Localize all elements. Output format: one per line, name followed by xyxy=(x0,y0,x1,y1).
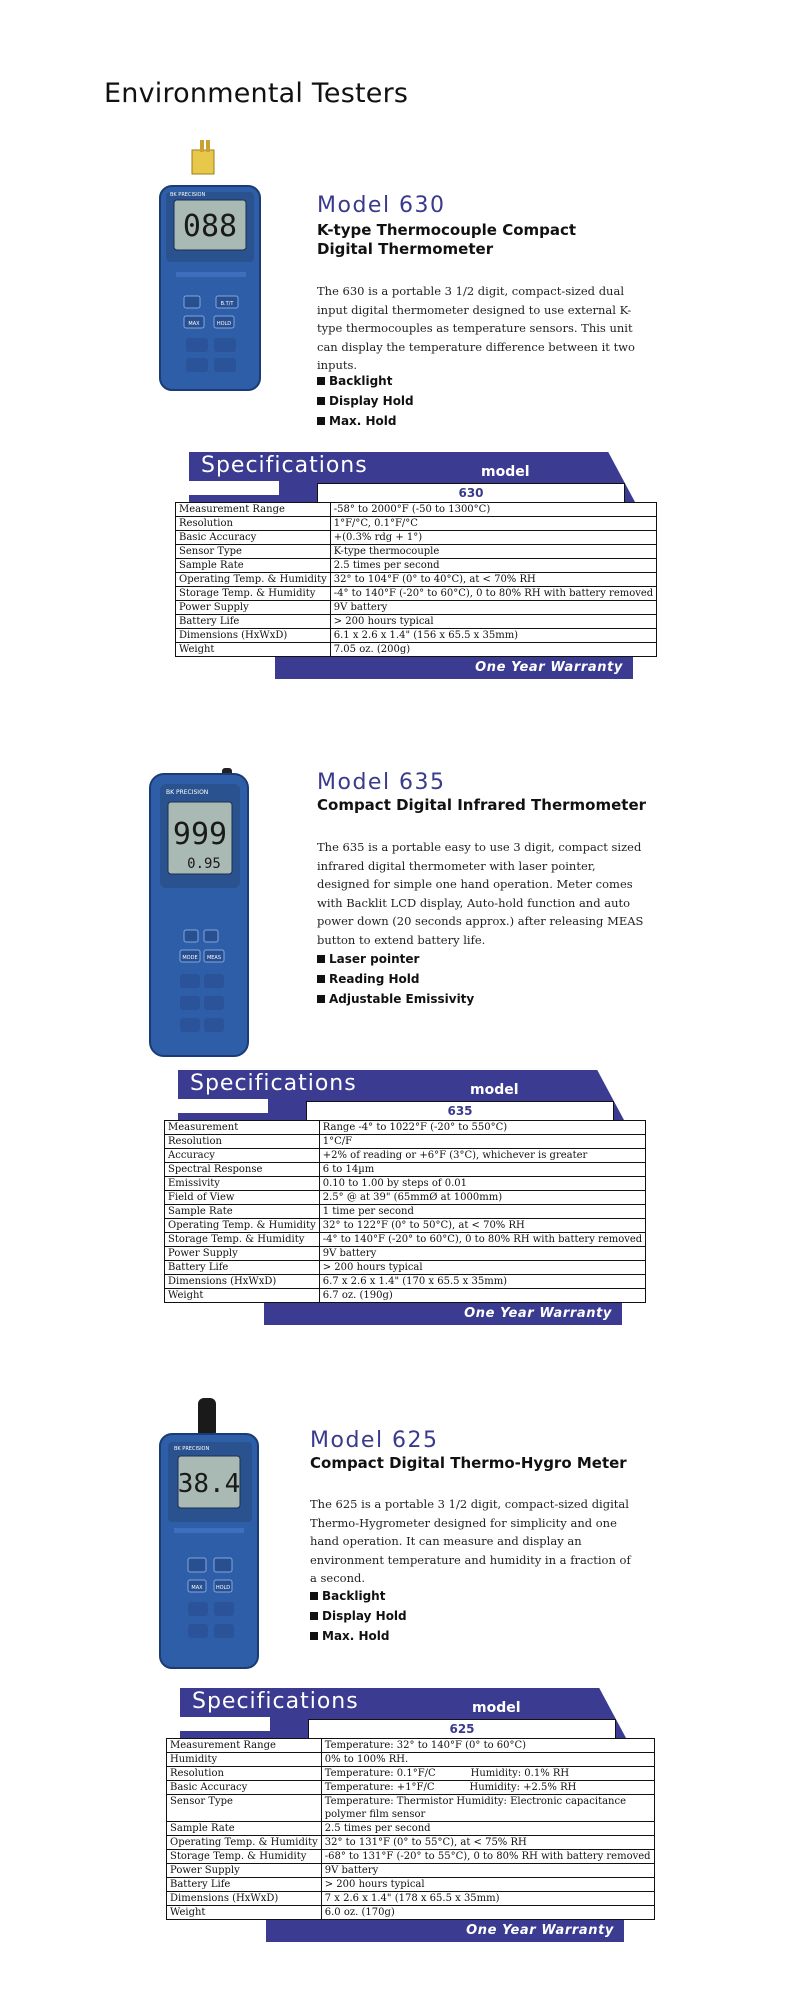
bullet-icon xyxy=(310,1612,318,1620)
table-row: Weight 6.7 oz. (190g) xyxy=(165,1289,646,1303)
table-row: Resolution 1°F/°C, 0.1°F/°C xyxy=(176,517,657,531)
table-row: Weight 7.05 oz. (200g) xyxy=(176,643,657,657)
table-row: Power Supply 9V battery xyxy=(176,601,657,615)
table-row: Field of View 2.5° @ at 39" (65mmØ at 1000mm) xyxy=(165,1191,646,1205)
spec-model-label: model xyxy=(481,464,530,480)
bullet-icon xyxy=(310,1632,318,1640)
table-row: Measurement Range -58° to 2000°F (-50 to 1300°C) xyxy=(176,503,657,517)
table-row: Battery Life > 200 hours typical xyxy=(176,615,657,629)
description-625: The 625 is a portable 3 1/2 digit, compact-sized digital Thermo-Hygrometer designed for simplicity and one hand operation. It can measure and display an environment temperature and humidity in a fraction of a second. xyxy=(310,1497,631,1585)
spec-label-spacer xyxy=(175,481,279,495)
bullet-icon xyxy=(317,417,325,425)
model-title-625: Model 625 xyxy=(310,1428,439,1453)
spec-label-spacer xyxy=(166,1717,270,1731)
table-row: Sensor Type Temperature: Thermistor Humidity: Electronic capacitance polymer film sensor xyxy=(167,1795,655,1822)
table-row: Weight 6.0 oz. (170g) xyxy=(167,1906,655,1920)
product-subtitle-630: K-type Thermocouple Compact Digital Thermometer xyxy=(317,221,577,258)
bullet-icon xyxy=(317,955,325,963)
svg-text:MEAS: MEAS xyxy=(206,955,222,961)
spec-header xyxy=(175,452,635,502)
table-row: Storage Temp. & Humidity -4° to 140°F (-20° to 60°C), 0 to 80% RH with battery removed xyxy=(165,1233,646,1247)
table-row: Sample Rate 2.5 times per second xyxy=(167,1822,655,1836)
feature-list-630 xyxy=(317,371,414,431)
device-brand-630: BK PRECISION xyxy=(170,192,206,198)
spec-header xyxy=(166,1688,626,1738)
feature-item: Reading Hold xyxy=(317,969,474,989)
table-row: Sample Rate 2.5 times per second xyxy=(176,559,657,573)
svg-text:MAX: MAX xyxy=(191,1585,203,1591)
table-row: Operating Temp. & Humidity 32° to 122°F (0° to 50°C), at < 70% RH xyxy=(165,1219,646,1233)
spec-title: Specifications xyxy=(192,1689,359,1714)
table-row: Sensor Type K-type thermocouple xyxy=(176,545,657,559)
table-row: Dimensions (HxWxD) 7 x 2.6 x 1.4" (178 x 65.5 x 35mm) xyxy=(167,1892,655,1906)
warranty-banner: One Year Warranty xyxy=(275,657,633,679)
spec-model-label: model xyxy=(470,1082,519,1098)
bullet-icon xyxy=(317,377,325,385)
table-row: Operating Temp. & Humidity 32° to 104°F (0° to 40°C), at < 70% RH xyxy=(176,573,657,587)
device-brand-635: BK PRECISION xyxy=(166,789,209,796)
bullet-icon xyxy=(317,397,325,405)
feature-item: Max. Hold xyxy=(310,1626,407,1646)
description-635: The 635 is a portable easy to use 3 digit, compact sized infrared digital thermometer with laser pointer, designed for simple one hand operation. Meter comes with Backlit LCD display, Auto-hold function and auto power down (20 seconds approx.) after releasing MEAS button to extend battery life. xyxy=(317,840,644,947)
table-row: Resolution 1°C/F xyxy=(165,1135,646,1149)
device-image-630 xyxy=(156,138,268,394)
table-row: Resolution Temperature: 0.1°F/C Humidity: 0.1% RH xyxy=(167,1767,655,1781)
table-row: Storage Temp. & Humidity -68° to 131°F (-20° to 55°C), 0 to 80% RH with battery removed xyxy=(167,1850,655,1864)
table-row: Sample Rate 1 time per second xyxy=(165,1205,646,1219)
svg-text:MODE: MODE xyxy=(182,955,198,961)
model-title-630: Model 630 xyxy=(317,193,446,218)
device-brand-625: BK PRECISION xyxy=(174,1446,210,1452)
table-row: Power Supply 9V battery xyxy=(165,1247,646,1261)
feature-item: Display Hold xyxy=(317,391,414,411)
bullet-icon xyxy=(310,1592,318,1600)
table-row: Operating Temp. & Humidity 32° to 131°F (0° to 55°C), at < 75% RH xyxy=(167,1836,655,1850)
warranty-banner: One Year Warranty xyxy=(264,1303,622,1325)
svg-text:B.T/T: B.T/T xyxy=(220,301,234,307)
svg-text:HOLD: HOLD xyxy=(215,1585,231,1591)
device-display-635: 999 xyxy=(172,817,228,852)
bullet-icon xyxy=(317,975,325,983)
svg-text:HOLD: HOLD xyxy=(216,321,232,327)
spec-model-number: 635 xyxy=(306,1101,614,1120)
table-row: Emissivity 0.10 to 1.00 by steps of 0.01 xyxy=(165,1177,646,1191)
feature-list-635 xyxy=(317,949,474,1009)
table-row: Spectral Response 6 to 14µm xyxy=(165,1163,646,1177)
bullet-icon xyxy=(317,995,325,1003)
spec-model-label: model xyxy=(472,1700,521,1716)
feature-item: Max. Hold xyxy=(317,411,414,431)
feature-item: Display Hold xyxy=(310,1606,407,1626)
table-row: Basic Accuracy Temperature: +1°F/C Humidity: +2.5% RH xyxy=(167,1781,655,1795)
spec-label-spacer xyxy=(164,1099,268,1113)
spec-block-625 xyxy=(166,1688,651,1942)
description-630: The 630 is a portable 3 1/2 digit, compact-sized dual input digital thermometer designed to use external K-type thermocouples as temperature sensors. This unit can display the temperature difference between it two inputs. xyxy=(317,284,635,372)
table-row: Dimensions (HxWxD) 6.1 x 2.6 x 1.4" (156 x 65.5 x 35mm) xyxy=(176,629,657,643)
table-row: Measurement Range Temperature: 32° to 140°F (0° to 60°C) xyxy=(167,1739,655,1753)
spec-table-635 xyxy=(164,1120,646,1303)
device-image-625 xyxy=(158,1398,262,1670)
device-image-635 xyxy=(148,768,250,1058)
table-row: Battery Life > 200 hours typical xyxy=(165,1261,646,1275)
feature-item: Backlight xyxy=(317,371,414,391)
spec-block-635 xyxy=(164,1070,643,1325)
spec-header xyxy=(164,1070,624,1120)
spec-block-630 xyxy=(175,452,654,679)
device-display-625: 38.4 xyxy=(177,1469,241,1499)
spec-table-630 xyxy=(175,502,657,657)
spec-title: Specifications xyxy=(201,453,368,478)
device-display-630: 088 xyxy=(182,209,238,244)
spec-model-number: 630 xyxy=(317,483,625,502)
table-row: Power Supply 9V battery xyxy=(167,1864,655,1878)
feature-item: Backlight xyxy=(310,1586,407,1606)
table-row: Measurement Range -4° to 1022°F (-20° to 550°C) xyxy=(165,1121,646,1135)
spec-model-number: 625 xyxy=(308,1719,616,1738)
table-row: Accuracy +2% of reading or +6°F (3°C), whichever is greater xyxy=(165,1149,646,1163)
product-subtitle-635: Compact Digital Infrared Thermometer xyxy=(317,796,647,814)
table-row: Basic Accuracy +(0.3% rdg + 1°) xyxy=(176,531,657,545)
table-row: Storage Temp. & Humidity -4° to 140°F (-20° to 60°C), 0 to 80% RH with battery removed xyxy=(176,587,657,601)
spec-table-625 xyxy=(166,1738,655,1920)
table-row: Dimensions (HxWxD) 6.7 x 2.6 x 1.4" (170 x 65.5 x 35mm) xyxy=(165,1275,646,1289)
spec-title: Specifications xyxy=(190,1071,357,1096)
svg-text:MAX: MAX xyxy=(188,321,200,327)
page-title: Environmental Testers xyxy=(104,78,409,109)
table-row: Humidity 0% to 100% RH. xyxy=(167,1753,655,1767)
warranty-banner: One Year Warranty xyxy=(266,1920,624,1942)
product-subtitle-625: Compact Digital Thermo-Hygro Meter xyxy=(310,1454,627,1472)
model-title-635: Model 635 xyxy=(317,770,446,795)
device-display-sub-635: 0.95 xyxy=(187,856,221,872)
feature-item: Laser pointer xyxy=(317,949,474,969)
feature-list-625 xyxy=(310,1586,407,1646)
table-row: Battery Life > 200 hours typical xyxy=(167,1878,655,1892)
feature-item: Adjustable Emissivity xyxy=(317,989,474,1009)
